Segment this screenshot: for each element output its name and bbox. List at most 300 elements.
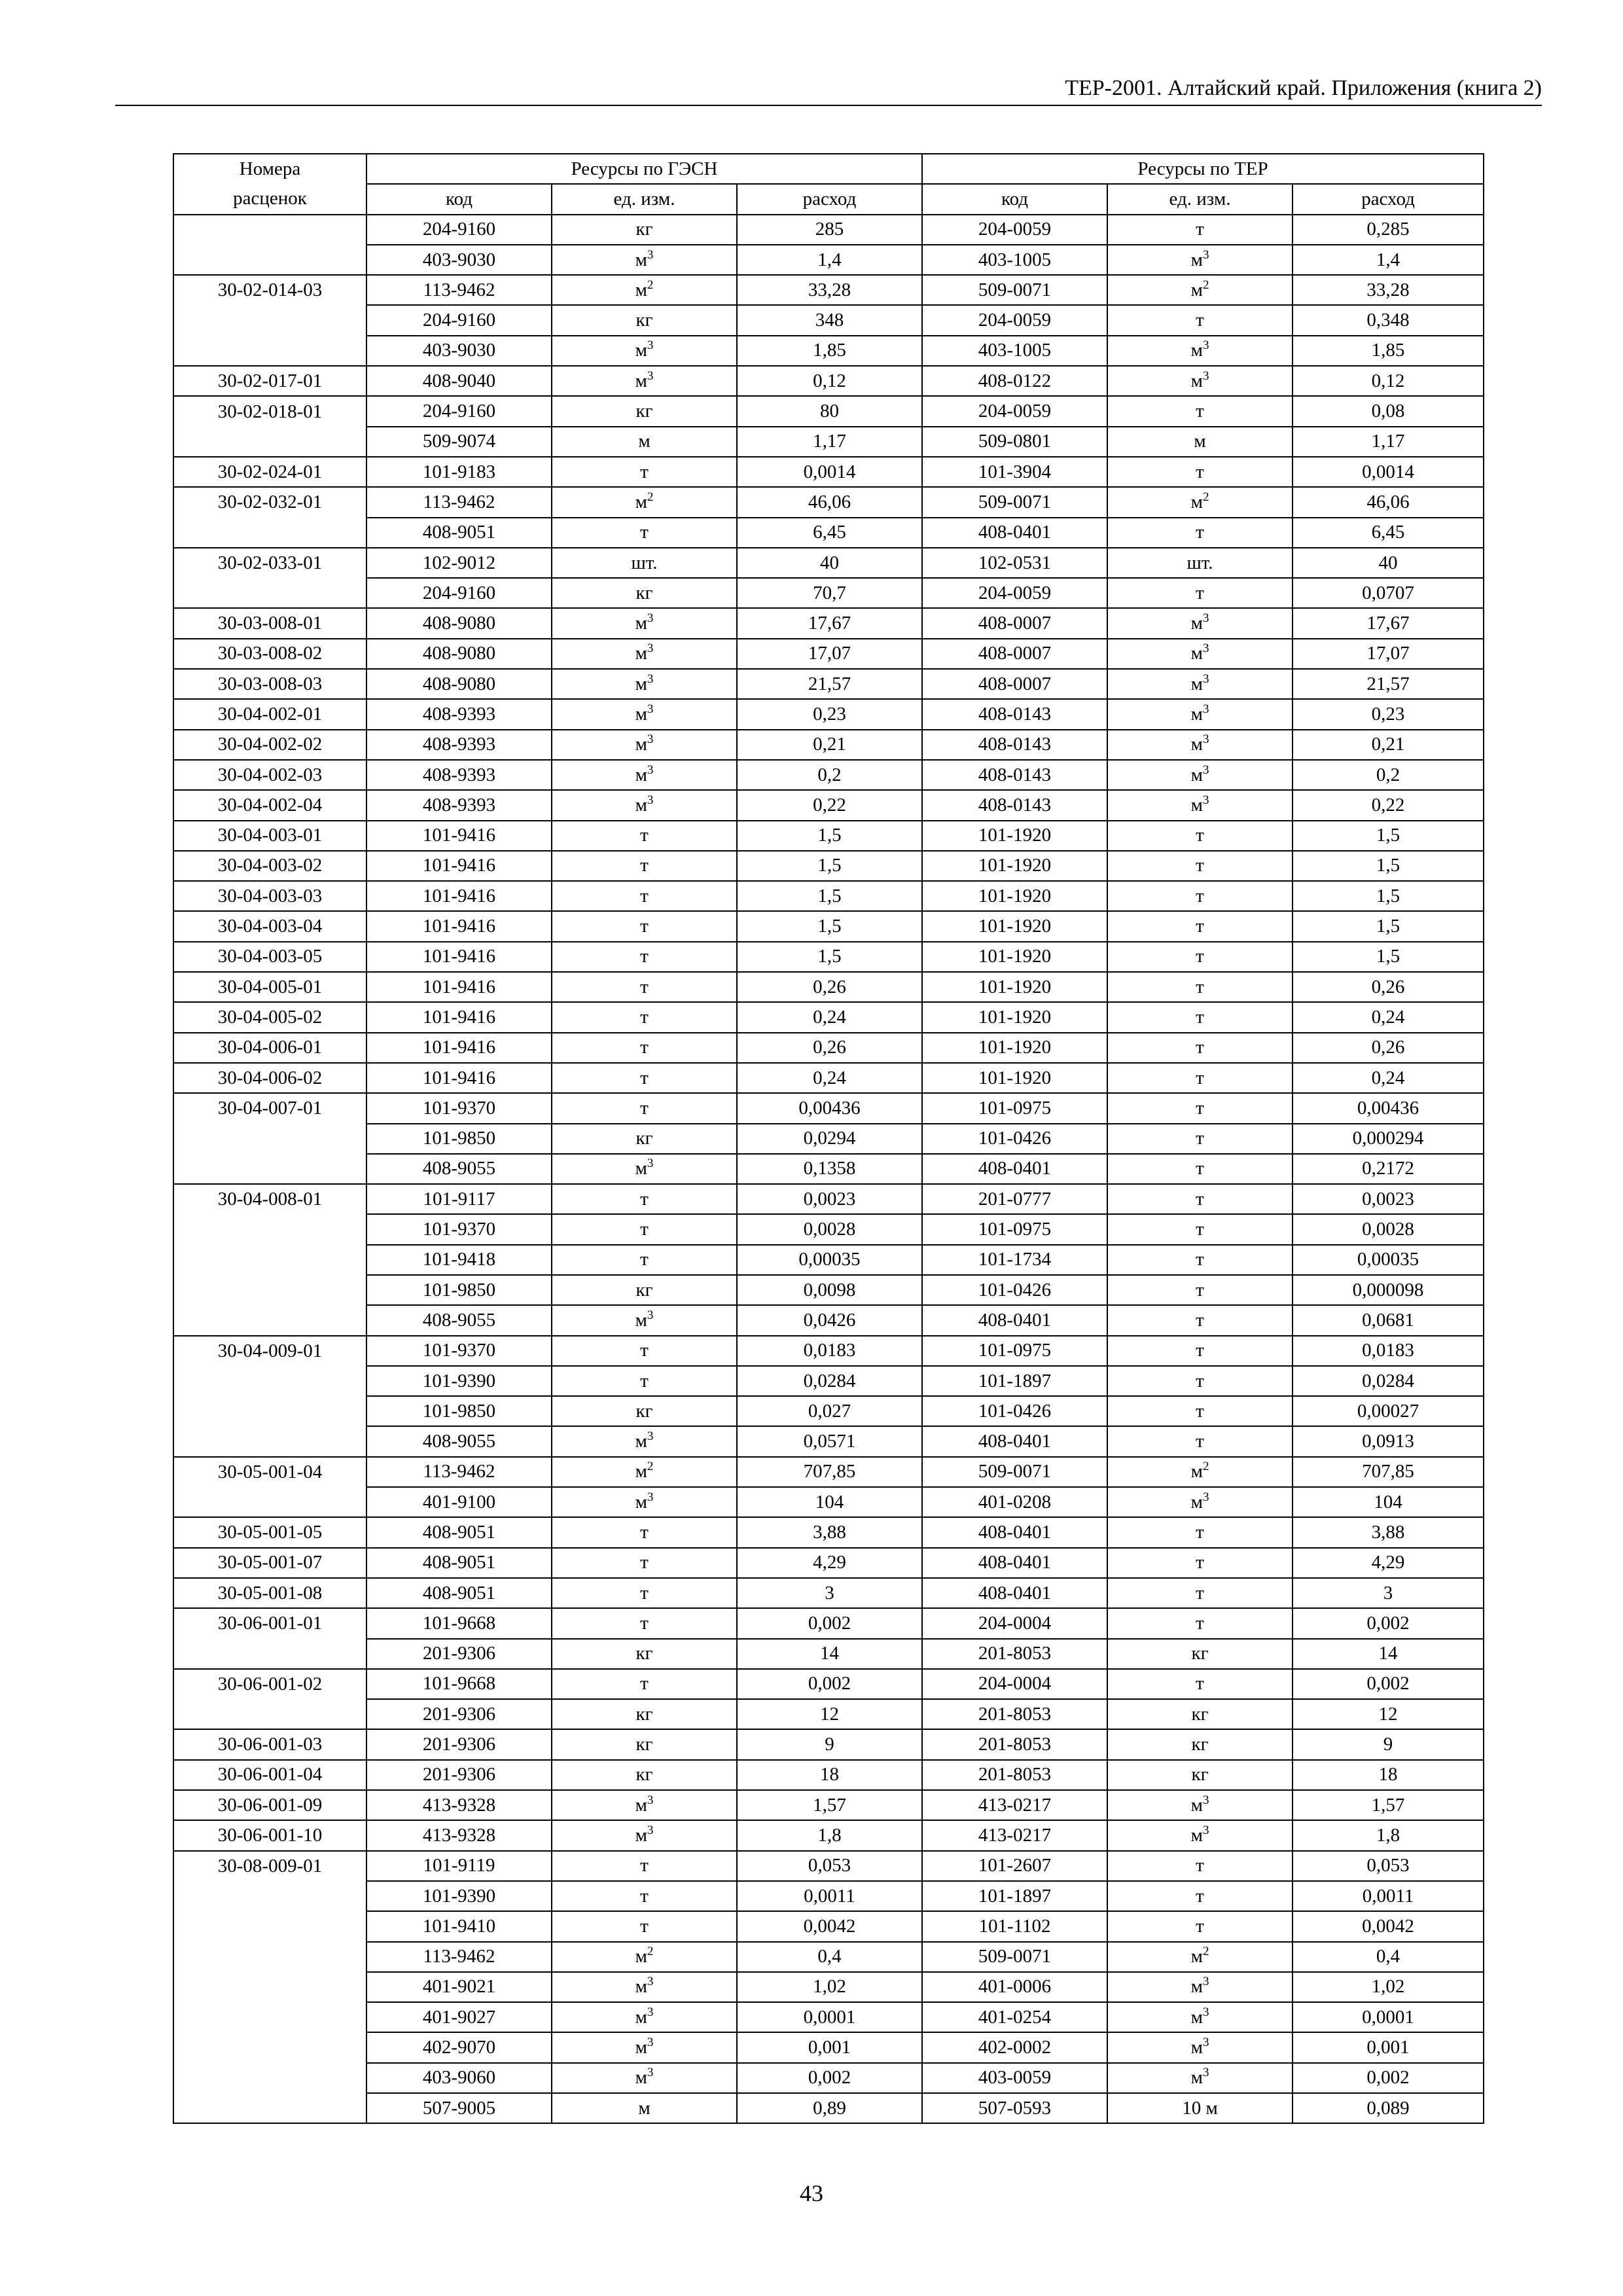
unit-value: $м^3$ xyxy=(635,762,654,785)
cell-rate-number xyxy=(173,1305,366,1335)
cell-gesn-code: 101-9850 xyxy=(366,1124,552,1154)
cell-ter-code: 101-1920 xyxy=(922,851,1107,881)
cell-gesn-code: 101-9390 xyxy=(366,1881,552,1911)
cell-ter-code: 101-1897 xyxy=(922,1881,1107,1911)
cell-gesn-code: 403-9030 xyxy=(366,336,552,366)
table-row xyxy=(173,487,1484,517)
cell-ter-consumption: 18 xyxy=(1293,1760,1484,1790)
cell-gesn-unit: т xyxy=(552,1669,737,1699)
cell-ter-code: 408-0401 xyxy=(922,1154,1107,1184)
cell-gesn-code: 113-9462 xyxy=(366,275,552,305)
cell-gesn-consumption: 80 xyxy=(737,396,922,426)
unit-value: $м^3$ xyxy=(1190,1490,1209,1513)
cell-gesn-code: 101-9416 xyxy=(366,821,552,851)
cell-ter-consumption: 0,000098 xyxy=(1293,1275,1484,1305)
cell-ter-unit: т xyxy=(1107,1851,1293,1881)
cell-ter-consumption: 21,57 xyxy=(1293,669,1484,699)
cell-gesn-code: 408-9055 xyxy=(366,1426,552,1456)
cell-ter-unit: т xyxy=(1107,1002,1293,1032)
cell-rate-number: 30-04-003-02 xyxy=(173,851,366,881)
cell-rate-number xyxy=(173,245,366,275)
cell-rate-number: 30-02-014-03 xyxy=(173,275,366,305)
cell-rate-number xyxy=(173,1487,366,1517)
cell-ter-unit: т xyxy=(1107,215,1293,245)
cell-rate-number: 30-05-001-07 xyxy=(173,1548,366,1578)
table-row xyxy=(173,305,1484,335)
cell-ter-unit xyxy=(1107,275,1293,305)
cell-rate-number: 30-06-001-03 xyxy=(173,1729,366,1759)
cell-rate-number: 30-03-008-03 xyxy=(173,669,366,699)
cell-ter-unit: т xyxy=(1107,1517,1293,1547)
cell-ter-code: 408-0401 xyxy=(922,518,1107,548)
table-row xyxy=(173,669,1484,699)
cell-ter-consumption: 0,21 xyxy=(1293,730,1484,760)
unit-value: $м^3$ xyxy=(635,1157,654,1179)
cell-ter-consumption: 1,5 xyxy=(1293,881,1484,911)
cell-ter-consumption: 104 xyxy=(1293,1487,1484,1517)
cell-gesn-consumption: 0,0571 xyxy=(737,1426,922,1456)
cell-gesn-unit: т xyxy=(552,1548,737,1578)
cell-ter-consumption: 0,00436 xyxy=(1293,1093,1484,1123)
cell-ter-unit xyxy=(1107,1457,1293,1487)
table-row xyxy=(173,1820,1484,1850)
cell-gesn-code: 408-9051 xyxy=(366,1517,552,1547)
table-row xyxy=(173,1063,1484,1093)
cell-ter-consumption: 0,2 xyxy=(1293,760,1484,790)
cell-ter-code: 101-1920 xyxy=(922,1033,1107,1063)
cell-gesn-code: 101-9668 xyxy=(366,1669,552,1699)
table-header-row xyxy=(173,154,1484,184)
cell-gesn-unit: кг xyxy=(552,1699,737,1729)
cell-ter-unit xyxy=(1107,2002,1293,2032)
cell-gesn-unit xyxy=(552,275,737,305)
cell-ter-consumption: 0,348 xyxy=(1293,305,1484,335)
cell-rate-number xyxy=(173,305,366,335)
table-row xyxy=(173,1760,1484,1790)
cell-ter-consumption: 0,26 xyxy=(1293,1033,1484,1063)
table-row xyxy=(173,2032,1484,2062)
cell-gesn-unit xyxy=(552,2063,737,2093)
cell-rate-number: 30-04-003-04 xyxy=(173,911,366,941)
cell-gesn-unit xyxy=(552,790,737,820)
table-row xyxy=(173,336,1484,366)
cell-gesn-code: 408-9080 xyxy=(366,639,552,669)
cell-gesn-code: 401-9021 xyxy=(366,1972,552,2002)
cell-ter-unit xyxy=(1107,760,1293,790)
cell-ter-code: 509-0071 xyxy=(922,1457,1107,1487)
unit-value: $м^3$ xyxy=(1190,702,1209,725)
cell-ter-consumption: 0,0707 xyxy=(1293,578,1484,608)
cell-gesn-unit: кг xyxy=(552,1124,737,1154)
cell-gesn-consumption: 0,4 xyxy=(737,1942,922,1972)
cell-gesn-code: 401-9027 xyxy=(366,2002,552,2032)
cell-ter-code: 408-0143 xyxy=(922,760,1107,790)
table-row xyxy=(173,730,1484,760)
table-row xyxy=(173,608,1484,638)
cell-ter-code: 509-0071 xyxy=(922,487,1107,517)
table-row xyxy=(173,1184,1484,1214)
cell-ter-code: 101-1897 xyxy=(922,1366,1107,1396)
cell-rate-number: 30-02-017-01 xyxy=(173,366,366,396)
cell-gesn-unit: т xyxy=(552,881,737,911)
cell-ter-unit: т xyxy=(1107,1578,1293,1608)
cell-rate-number: 30-05-001-05 xyxy=(173,1517,366,1547)
cell-gesn-unit: т xyxy=(552,972,737,1002)
cell-gesn-consumption: 0,027 xyxy=(737,1396,922,1426)
cell-rate-number: 30-06-001-02 xyxy=(173,1669,366,1699)
cell-gesn-consumption: 0,23 xyxy=(737,699,922,729)
cell-gesn-unit xyxy=(552,669,737,699)
cell-ter-code: 201-8053 xyxy=(922,1639,1107,1669)
table-row xyxy=(173,1305,1484,1335)
table-row xyxy=(173,1608,1484,1638)
cell-ter-code: 408-0007 xyxy=(922,669,1107,699)
cell-gesn-consumption: 0,0028 xyxy=(737,1214,922,1244)
table-row xyxy=(173,1457,1484,1487)
cell-gesn-consumption: 0,0014 xyxy=(737,457,922,487)
table-row xyxy=(173,1366,1484,1396)
header-gesn-code: код xyxy=(366,184,552,214)
table-row xyxy=(173,1245,1484,1275)
cell-gesn-unit: кг xyxy=(552,396,737,426)
cell-gesn-code: 101-9416 xyxy=(366,942,552,972)
cell-gesn-unit: т xyxy=(552,1063,737,1093)
unit-value: $м^2$ xyxy=(1190,490,1209,512)
cell-gesn-code: 101-9117 xyxy=(366,1184,552,1214)
cell-gesn-unit xyxy=(552,1790,737,1820)
cell-gesn-unit: кг xyxy=(552,1760,737,1790)
cell-rate-number xyxy=(173,1124,366,1154)
cell-gesn-consumption: 21,57 xyxy=(737,669,922,699)
cell-gesn-consumption: 0,0023 xyxy=(737,1184,922,1214)
cell-gesn-consumption: 707,85 xyxy=(737,1457,922,1487)
cell-gesn-unit: т xyxy=(552,1002,737,1032)
cell-rate-number xyxy=(173,1214,366,1244)
cell-ter-consumption: 1,5 xyxy=(1293,942,1484,972)
cell-ter-code: 403-0059 xyxy=(922,2063,1107,2093)
cell-gesn-code: 102-9012 xyxy=(366,548,552,578)
table-row xyxy=(173,457,1484,487)
unit-value: $м^3$ xyxy=(635,732,654,755)
cell-gesn-code: 408-9393 xyxy=(366,699,552,729)
cell-rate-number xyxy=(173,427,366,457)
cell-gesn-consumption: 0,26 xyxy=(737,1033,922,1063)
unit-value: $м^3$ xyxy=(1190,732,1209,755)
cell-gesn-unit: т xyxy=(552,851,737,881)
unit-value: $м^3$ xyxy=(635,1975,654,1998)
table-row xyxy=(173,1639,1484,1669)
table-row xyxy=(173,1548,1484,1578)
cell-rate-number xyxy=(173,215,366,245)
cell-ter-code: 204-0059 xyxy=(922,396,1107,426)
cell-gesn-code: 403-9060 xyxy=(366,2063,552,2093)
header-title: ТЕР-2001. Алтайский край. Приложения (книга 2) xyxy=(1065,76,1542,100)
cell-ter-consumption: 0,0023 xyxy=(1293,1184,1484,1214)
cell-rate-number xyxy=(173,1972,366,2002)
cell-gesn-unit xyxy=(552,639,737,669)
table-row xyxy=(173,1942,1484,1972)
cell-rate-number: 30-06-001-04 xyxy=(173,1760,366,1790)
cell-rate-number: 30-05-001-08 xyxy=(173,1578,366,1608)
cell-ter-code: 507-0593 xyxy=(922,2093,1107,2123)
header-ter-resources: Ресурсы по ТЕР xyxy=(922,154,1484,184)
header-rate-numbers-cont: расценок xyxy=(173,184,366,214)
cell-gesn-code: 408-9055 xyxy=(366,1154,552,1184)
cell-gesn-code: 101-9410 xyxy=(366,1911,552,1941)
cell-gesn-consumption: 0,00436 xyxy=(737,1093,922,1123)
cell-gesn-code: 413-9328 xyxy=(366,1790,552,1820)
cell-ter-unit: т xyxy=(1107,1881,1293,1911)
cell-gesn-consumption: 0,00035 xyxy=(737,1245,922,1275)
cell-ter-consumption: 0,00035 xyxy=(1293,1245,1484,1275)
cell-gesn-code: 408-9393 xyxy=(366,730,552,760)
table-row xyxy=(173,215,1484,245)
cell-ter-consumption: 0,0014 xyxy=(1293,457,1484,487)
table-row xyxy=(173,1214,1484,1244)
cell-rate-number xyxy=(173,1366,366,1396)
header-rate-numbers: Номера xyxy=(173,154,366,184)
cell-ter-code: 101-1920 xyxy=(922,1002,1107,1032)
cell-gesn-code: 401-9100 xyxy=(366,1487,552,1517)
cell-ter-code: 401-0208 xyxy=(922,1487,1107,1517)
cell-ter-consumption: 707,85 xyxy=(1293,1457,1484,1487)
cell-gesn-code: 507-9005 xyxy=(366,2093,552,2123)
table-row xyxy=(173,1578,1484,1608)
cell-ter-consumption: 0,00027 xyxy=(1293,1396,1484,1426)
unit-value: $м^3$ xyxy=(1190,793,1209,816)
cell-gesn-code: 204-9160 xyxy=(366,305,552,335)
cell-gesn-code: 113-9462 xyxy=(366,1942,552,1972)
cell-ter-consumption: 1,5 xyxy=(1293,911,1484,941)
cell-gesn-code: 204-9160 xyxy=(366,396,552,426)
cell-rate-number xyxy=(173,518,366,548)
cell-rate-number: 30-02-033-01 xyxy=(173,548,366,578)
cell-gesn-code: 101-9416 xyxy=(366,1063,552,1093)
cell-ter-code: 102-0531 xyxy=(922,548,1107,578)
cell-ter-consumption: 1,57 xyxy=(1293,1790,1484,1820)
cell-gesn-code: 408-9080 xyxy=(366,608,552,638)
cell-ter-code: 101-2607 xyxy=(922,1851,1107,1881)
running-header xyxy=(115,73,1542,106)
unit-value: $м^3$ xyxy=(635,1308,654,1331)
cell-gesn-unit xyxy=(552,1305,737,1335)
cell-gesn-code: 101-9370 xyxy=(366,1093,552,1123)
table-row xyxy=(173,2063,1484,2093)
cell-gesn-consumption: 285 xyxy=(737,215,922,245)
cell-ter-consumption: 4,29 xyxy=(1293,1548,1484,1578)
cell-ter-consumption: 0,0042 xyxy=(1293,1911,1484,1941)
table-row xyxy=(173,851,1484,881)
page-number: 43 xyxy=(800,2180,823,2206)
cell-gesn-consumption: 18 xyxy=(737,1760,922,1790)
table-row xyxy=(173,1487,1484,1517)
cell-ter-consumption: 0,285 xyxy=(1293,215,1484,245)
cell-gesn-code: 413-9328 xyxy=(366,1820,552,1850)
cell-ter-code: 509-0801 xyxy=(922,427,1107,457)
table-row xyxy=(173,275,1484,305)
cell-ter-code: 201-8053 xyxy=(922,1699,1107,1729)
cell-rate-number: 30-04-006-01 xyxy=(173,1033,366,1063)
cell-ter-unit: т xyxy=(1107,1154,1293,1184)
cell-gesn-consumption: 0,0183 xyxy=(737,1336,922,1366)
cell-gesn-consumption: 1,5 xyxy=(737,851,922,881)
cell-gesn-consumption: 9 xyxy=(737,1729,922,1759)
cell-ter-unit: т xyxy=(1107,1608,1293,1638)
cell-gesn-unit xyxy=(552,1457,737,1487)
cell-ter-code: 204-0059 xyxy=(922,578,1107,608)
cell-gesn-consumption: 1,5 xyxy=(737,881,922,911)
cell-ter-unit xyxy=(1107,366,1293,396)
cell-gesn-unit: кг xyxy=(552,578,737,608)
cell-gesn-unit: т xyxy=(552,1881,737,1911)
unit-value: $м^3$ xyxy=(635,2036,654,2058)
cell-gesn-consumption: 0,0042 xyxy=(737,1911,922,1941)
cell-gesn-consumption: 1,17 xyxy=(737,427,922,457)
cell-gesn-unit: т xyxy=(552,1245,737,1275)
cell-gesn-consumption: 40 xyxy=(737,548,922,578)
cell-gesn-consumption: 1,85 xyxy=(737,336,922,366)
cell-gesn-unit: м xyxy=(552,427,737,457)
cell-gesn-unit: т xyxy=(552,1214,737,1244)
cell-ter-unit xyxy=(1107,669,1293,699)
cell-gesn-unit xyxy=(552,1426,737,1456)
cell-ter-code: 408-0122 xyxy=(922,366,1107,396)
unit-value: $м^3$ xyxy=(1190,611,1209,634)
cell-gesn-code: 101-9416 xyxy=(366,1002,552,1032)
cell-gesn-code: 204-9160 xyxy=(366,578,552,608)
cell-ter-consumption: 0,24 xyxy=(1293,1002,1484,1032)
cell-gesn-code: 408-9051 xyxy=(366,1548,552,1578)
cell-gesn-consumption: 17,67 xyxy=(737,608,922,638)
cell-ter-code: 413-0217 xyxy=(922,1790,1107,1820)
cell-gesn-unit xyxy=(552,760,737,790)
cell-gesn-code: 101-9668 xyxy=(366,1608,552,1638)
cell-gesn-consumption: 3,88 xyxy=(737,1517,922,1547)
unit-value: $м^3$ xyxy=(635,1823,654,1846)
cell-ter-unit: т xyxy=(1107,457,1293,487)
cell-ter-code: 101-1920 xyxy=(922,1063,1107,1093)
cell-ter-unit: т xyxy=(1107,942,1293,972)
cell-ter-code: 402-0002 xyxy=(922,2032,1107,2062)
cell-ter-unit xyxy=(1107,1820,1293,1850)
unit-value: $м^3$ xyxy=(1190,1975,1209,1998)
cell-ter-consumption: 0,002 xyxy=(1293,1669,1484,1699)
unit-value: $м^3$ xyxy=(635,702,654,725)
cell-gesn-code: 101-9416 xyxy=(366,972,552,1002)
cell-ter-consumption: 0,000294 xyxy=(1293,1124,1484,1154)
cell-gesn-code: 101-9390 xyxy=(366,1366,552,1396)
cell-gesn-code: 408-9393 xyxy=(366,760,552,790)
cell-ter-unit: т xyxy=(1107,1396,1293,1426)
cell-gesn-consumption: 0,22 xyxy=(737,790,922,820)
cell-ter-code: 204-0059 xyxy=(922,305,1107,335)
cell-ter-consumption: 3,88 xyxy=(1293,1517,1484,1547)
cell-gesn-consumption: 33,28 xyxy=(737,275,922,305)
cell-ter-consumption: 17,07 xyxy=(1293,639,1484,669)
cell-gesn-code: 101-9119 xyxy=(366,1851,552,1881)
cell-ter-unit: кг xyxy=(1107,1729,1293,1759)
cell-ter-code: 101-1920 xyxy=(922,881,1107,911)
cell-gesn-unit xyxy=(552,1820,737,1850)
cell-rate-number xyxy=(173,1245,366,1275)
cell-rate-number: 30-04-002-03 xyxy=(173,760,366,790)
cell-gesn-unit: т xyxy=(552,821,737,851)
cell-gesn-consumption: 0,21 xyxy=(737,730,922,760)
cell-gesn-consumption: 70,7 xyxy=(737,578,922,608)
cell-gesn-consumption: 1,8 xyxy=(737,1820,922,1850)
cell-rate-number xyxy=(173,1942,366,1972)
table-row xyxy=(173,2093,1484,2123)
table-row xyxy=(173,760,1484,790)
cell-ter-consumption: 0,08 xyxy=(1293,396,1484,426)
cell-ter-unit: т xyxy=(1107,1305,1293,1335)
cell-gesn-unit xyxy=(552,2002,737,2032)
table-row xyxy=(173,548,1484,578)
cell-ter-unit: т xyxy=(1107,518,1293,548)
cell-ter-code: 509-0071 xyxy=(922,275,1107,305)
cell-rate-number: 30-02-018-01 xyxy=(173,396,366,426)
unit-value: $м^3$ xyxy=(635,1490,654,1513)
cell-gesn-consumption: 0,0001 xyxy=(737,2002,922,2032)
cell-gesn-consumption: 14 xyxy=(737,1639,922,1669)
cell-gesn-consumption: 0,24 xyxy=(737,1002,922,1032)
unit-value: $м^3$ xyxy=(635,641,654,664)
cell-gesn-consumption: 6,45 xyxy=(737,518,922,548)
cell-gesn-code: 408-9051 xyxy=(366,518,552,548)
table-row xyxy=(173,1396,1484,1426)
cell-ter-unit xyxy=(1107,2063,1293,2093)
cell-ter-consumption: 0,0681 xyxy=(1293,1305,1484,1335)
cell-ter-code: 401-0254 xyxy=(922,2002,1107,2032)
unit-value: $м^3$ xyxy=(1190,672,1209,694)
cell-gesn-consumption: 0,24 xyxy=(737,1063,922,1093)
cell-gesn-unit: т xyxy=(552,1911,737,1941)
cell-ter-unit xyxy=(1107,790,1293,820)
cell-gesn-consumption: 0,2 xyxy=(737,760,922,790)
cell-ter-code: 101-0975 xyxy=(922,1093,1107,1123)
cell-gesn-consumption: 1,57 xyxy=(737,1790,922,1820)
cell-ter-consumption: 17,67 xyxy=(1293,608,1484,638)
cell-ter-unit: т xyxy=(1107,1275,1293,1305)
cell-ter-code: 101-3904 xyxy=(922,457,1107,487)
table-row xyxy=(173,1881,1484,1911)
cell-gesn-consumption: 0,0098 xyxy=(737,1275,922,1305)
cell-gesn-code: 101-9416 xyxy=(366,851,552,881)
table-row xyxy=(173,427,1484,457)
cell-rate-number: 30-04-002-01 xyxy=(173,699,366,729)
unit-value: $м^3$ xyxy=(1190,641,1209,664)
cell-gesn-consumption: 1,02 xyxy=(737,1972,922,2002)
cell-ter-consumption: 0,23 xyxy=(1293,699,1484,729)
table-row xyxy=(173,1517,1484,1547)
cell-ter-unit: т xyxy=(1107,305,1293,335)
cell-gesn-unit xyxy=(552,1972,737,2002)
cell-ter-code: 408-0401 xyxy=(922,1548,1107,1578)
cell-rate-number: 30-08-009-01 xyxy=(173,1851,366,1881)
cell-gesn-code: 408-9080 xyxy=(366,669,552,699)
cell-ter-code: 408-0401 xyxy=(922,1517,1107,1547)
table-row xyxy=(173,2002,1484,2032)
unit-value: $м^3$ xyxy=(1190,368,1209,391)
cell-gesn-unit: т xyxy=(552,1184,737,1214)
table-row xyxy=(173,942,1484,972)
cell-rate-number: 30-04-008-01 xyxy=(173,1184,366,1214)
cell-ter-code: 204-0004 xyxy=(922,1669,1107,1699)
unit-value: $м^3$ xyxy=(635,1429,654,1452)
cell-ter-unit: т xyxy=(1107,911,1293,941)
cell-gesn-unit xyxy=(552,245,737,275)
cell-rate-number: 30-04-003-01 xyxy=(173,821,366,851)
